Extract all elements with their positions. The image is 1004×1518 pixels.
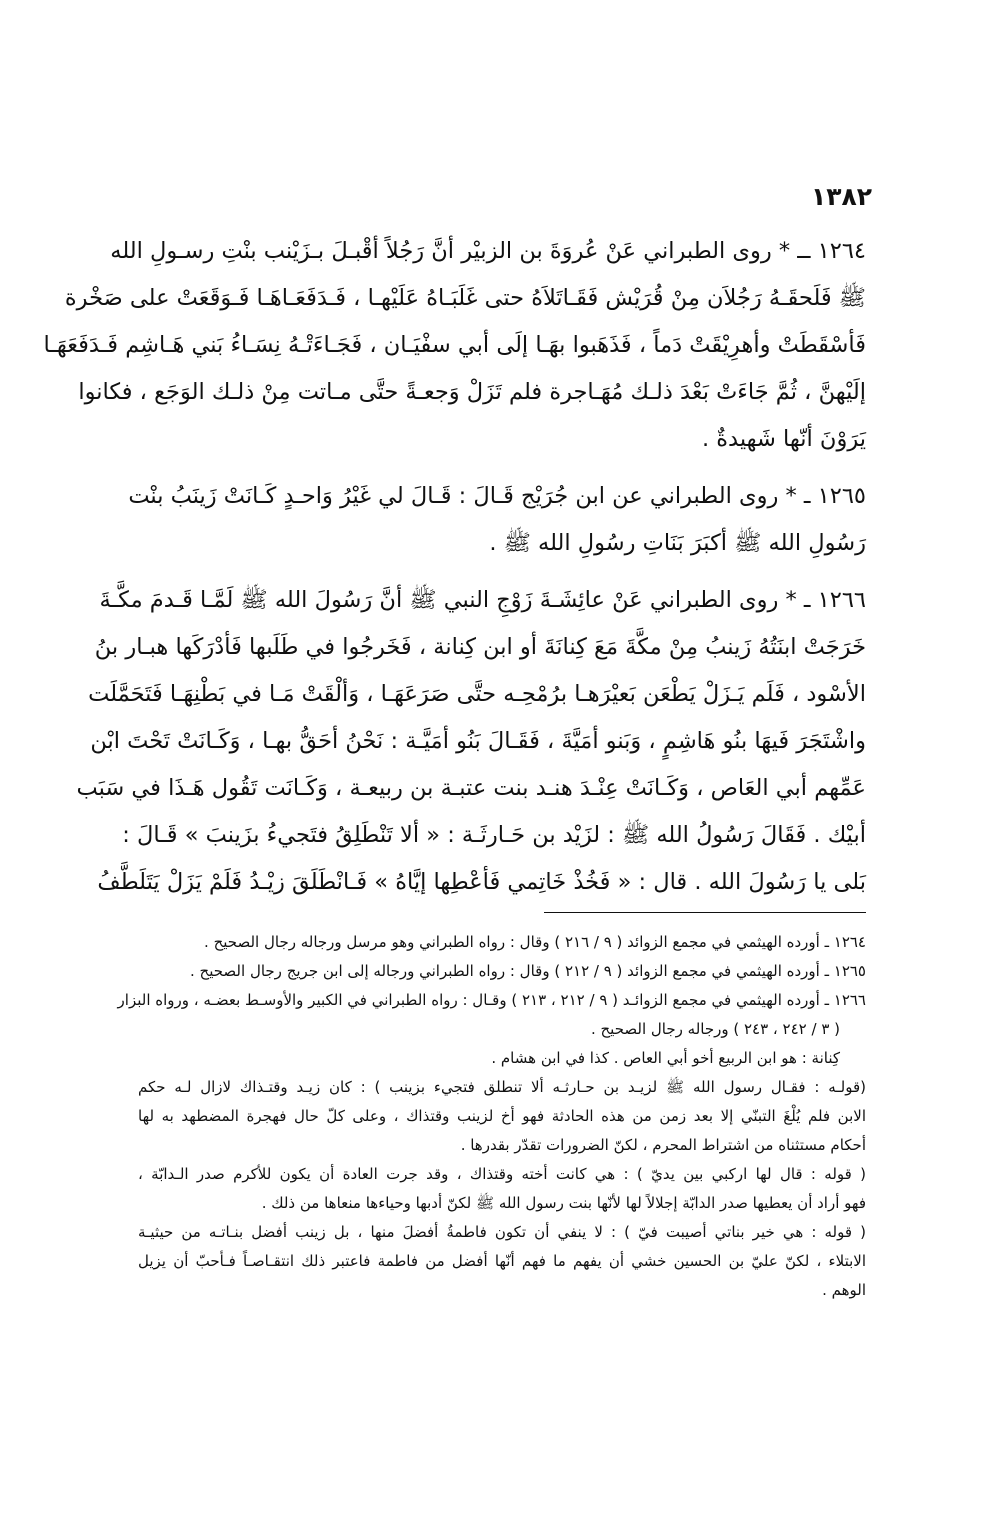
entry-line: ﷺ فَلَحقَـهُ رَجُلاَن مِنْ قُرَيْش فَقَـاتَلاَهُ حتى غَلَبَـاهُ عَلَيْهـا ، فَـدَفَعَـاهَـا فَـوَقَعَتْ على صَخْرة: [64, 285, 866, 311]
footnote-line: ١٢٦٥ ـ أورده الهيثمي في مجمع الزوائد ( ٩ / ٢١٢ ) وقال : رواه الطبراني ورجاله إلى ابن جريج رجال الصحيح .: [190, 962, 866, 980]
footnote-line: فهو أراد أن يعطيها صدر الدابّة إجلالاً لها لأنّها بنت رسول الله ﷺ لكنّ أدبها وحياءها منعاها من ذلك .: [261, 1194, 866, 1212]
footnote-line: أحكام مستثناه من اشتراط المحرم ، لكنّ الضرورات تقدّر بقدرها .: [460, 1136, 866, 1154]
entry-line: ١٢٦٤ ــ * روى الطبراني عَنْ عُروَةَ بن الزبيْر أنَّ رَجُلاً أقْبـلَ بـزَيْنب بنْتِ رسـولِ الله: [110, 238, 866, 264]
entry-line: إلَيْهنَّ ، ثُمَّ جَاءَتْ بَعْدَ ذلـك مُهَـاجرة فلم تَزَلْ وَجعـةً حتَّى مـاتت مِنْ ذلـك الوَجَع ، فكانوا: [78, 379, 866, 405]
footnote-line: الابن فلم يُلْغَ التبنّي إلا بعد زمن من هذه الحادثة فهو أخ لزينب وقتذاك ، وعلى كلّ حال فهجرة المضطهد به لها: [138, 1107, 866, 1125]
footnote-line: ( قوله : هي خير بناتي أصيبت فيّ ) : لا ينفي أن تكون فاطمةُ أفضلَ منها ، بل زينب أفضل بنـاتـه من حيثيـة: [138, 1223, 866, 1241]
footnotes: [117, 928, 866, 1305]
page-number: ١٣٨٢: [810, 182, 872, 211]
footnote-line: الابتلاء ، لكنّ عليّ بن الحسين خشي أن يفهم ما فهم أنّها أفضل من فاطمة فاعتبر ذلك انتقـاصـاً فـأحبّ أن يزيل: [138, 1252, 866, 1270]
entry-line: ١٢٦٦ ـ * روى الطبراني عَنْ عائِشَـةَ زَوْجِ النبي ﷺ أنَّ رَسُولَ الله ﷺ لَمَّـا قَـدمَ مكَّـةَ: [99, 587, 866, 613]
hadith-entry-1264: [43, 228, 866, 463]
footnote-line: (قولـه : فقـال رسول الله ﷺ لزيـد بن حـارثـه ألا تنطلق فتجيء بزينب ) : كان زيـد وقتـذاك لازال لـه حكم: [138, 1078, 866, 1096]
hadith-entry-1265: [128, 473, 866, 567]
entry-line: فَأسْقَطَتْ وأهرِيْقَتْ دَماً ، فَذَهَبوا بهَـا إلَى أبي سفْيَـان ، فَجَـاءَتْـهُ نِسَـاءُ بَني هَـاشِم فَـدَفَعَهَـا: [43, 332, 866, 358]
footnote-line: ( ٣ / ٢٤٢ ، ٢٤٣ ) ورجاله رجال الصحيح .: [590, 1020, 840, 1038]
entry-line: أبيْك . فَقَالَ رَسُولُ الله ﷺ : لزَيْد بن حَـارثَـة : « ألا تَنْطَلِقُ فتَجيءُ بزَينبَ » قَـالَ :: [122, 822, 866, 848]
entry-line: بَلى يا رَسُولَ الله . قال : « فَخُذْ خَاتِمي فَأعْطِها إيَّاهُ » فَـانْطَلَقَ زيْـدُ فَلَمْ يَزَلْ يَتَلَطَّفُ: [97, 869, 866, 895]
footnote-line: ١٢٦٦ ـ أورده الهيثمي في مجمع الزوائـد ( ٩ / ٢١٢ ، ٢١٣ ) وقـال : رواه الطبراني في الكبير والأوسـط بعضـه ، ورواه البزار: [117, 991, 866, 1009]
footnote-line: ( قوله : قال لها اركبي بين يديّ ) : هي كانت أخته وقتذاك ، وقد جرت العادة أن يكون للأكرم صدر الـدابّة ،: [138, 1165, 866, 1183]
entry-line: ١٢٦٥ ـ * روى الطبراني عن ابن جُرَيْج قَـالَ : قَـالَ لي غَيْرُ وَاحـدٍ كَـانَتْ زَينَبُ بنْت: [128, 483, 866, 509]
main-text: [43, 228, 866, 916]
footnote-line: الوهم .: [822, 1281, 866, 1299]
hadith-entry-1266: [76, 577, 866, 906]
footnote-line: كِنانة : هو ابن الربيع أخو أبي العاص . كذا في ابن هشام .: [491, 1049, 840, 1067]
entry-line: واشْتَجَرَ فَيهَا بنُو هَاشِمٍ ، وَبَنو أمَيَّةَ ، فَقَـالَ بَنُو أمَيَّـة : نَحْنُ أحَقُّ بهـا ، وَكَـانَتْ تَحْتَ ابْن: [90, 728, 866, 754]
entry-line: يَرَوْنَ أنّها شَهيدةٌ .: [701, 426, 866, 452]
entry-line: رَسُولِ الله ﷺ أكبَرَ بَنَاتِ رسُولِ الله ﷺ .: [489, 530, 866, 556]
entry-line: خَرَجَتْ ابنَتُهُ زَينبُ مِنْ مكَّةَ مَعَ كِنانَةَ أو ابن كِنانة ، فَخَرجُوا في طَلَبها فَأدْرَكَها هبـار بنُ: [94, 634, 866, 660]
footnote-line: ١٢٦٤ ـ أورده الهيثمي في مجمع الزوائد ( ٩ / ٢١٦ ) وقال : رواه الطبراني وهو مرسل ورجاله رجال الصحيح .: [204, 933, 866, 951]
entry-line: الأسْود ، فَلَم يَـزَلْ يَطْعَن بَعيْرَهـا برُمْحِـه حتَّى صَرَعَهَـا ، وَألْقَتْ مَـا في بَطْنِهَـا فَتَحَمَّلَت: [88, 681, 866, 707]
footnote-divider: [544, 912, 866, 913]
entry-line: عَمِّهم أبي العَاص ، وَكَـانَتْ عِنْـدَ هنـد بنت عتبـة بن ربيعـة ، وَكَـانَت تَقُول هَـذَا في سَبَب: [76, 775, 866, 801]
